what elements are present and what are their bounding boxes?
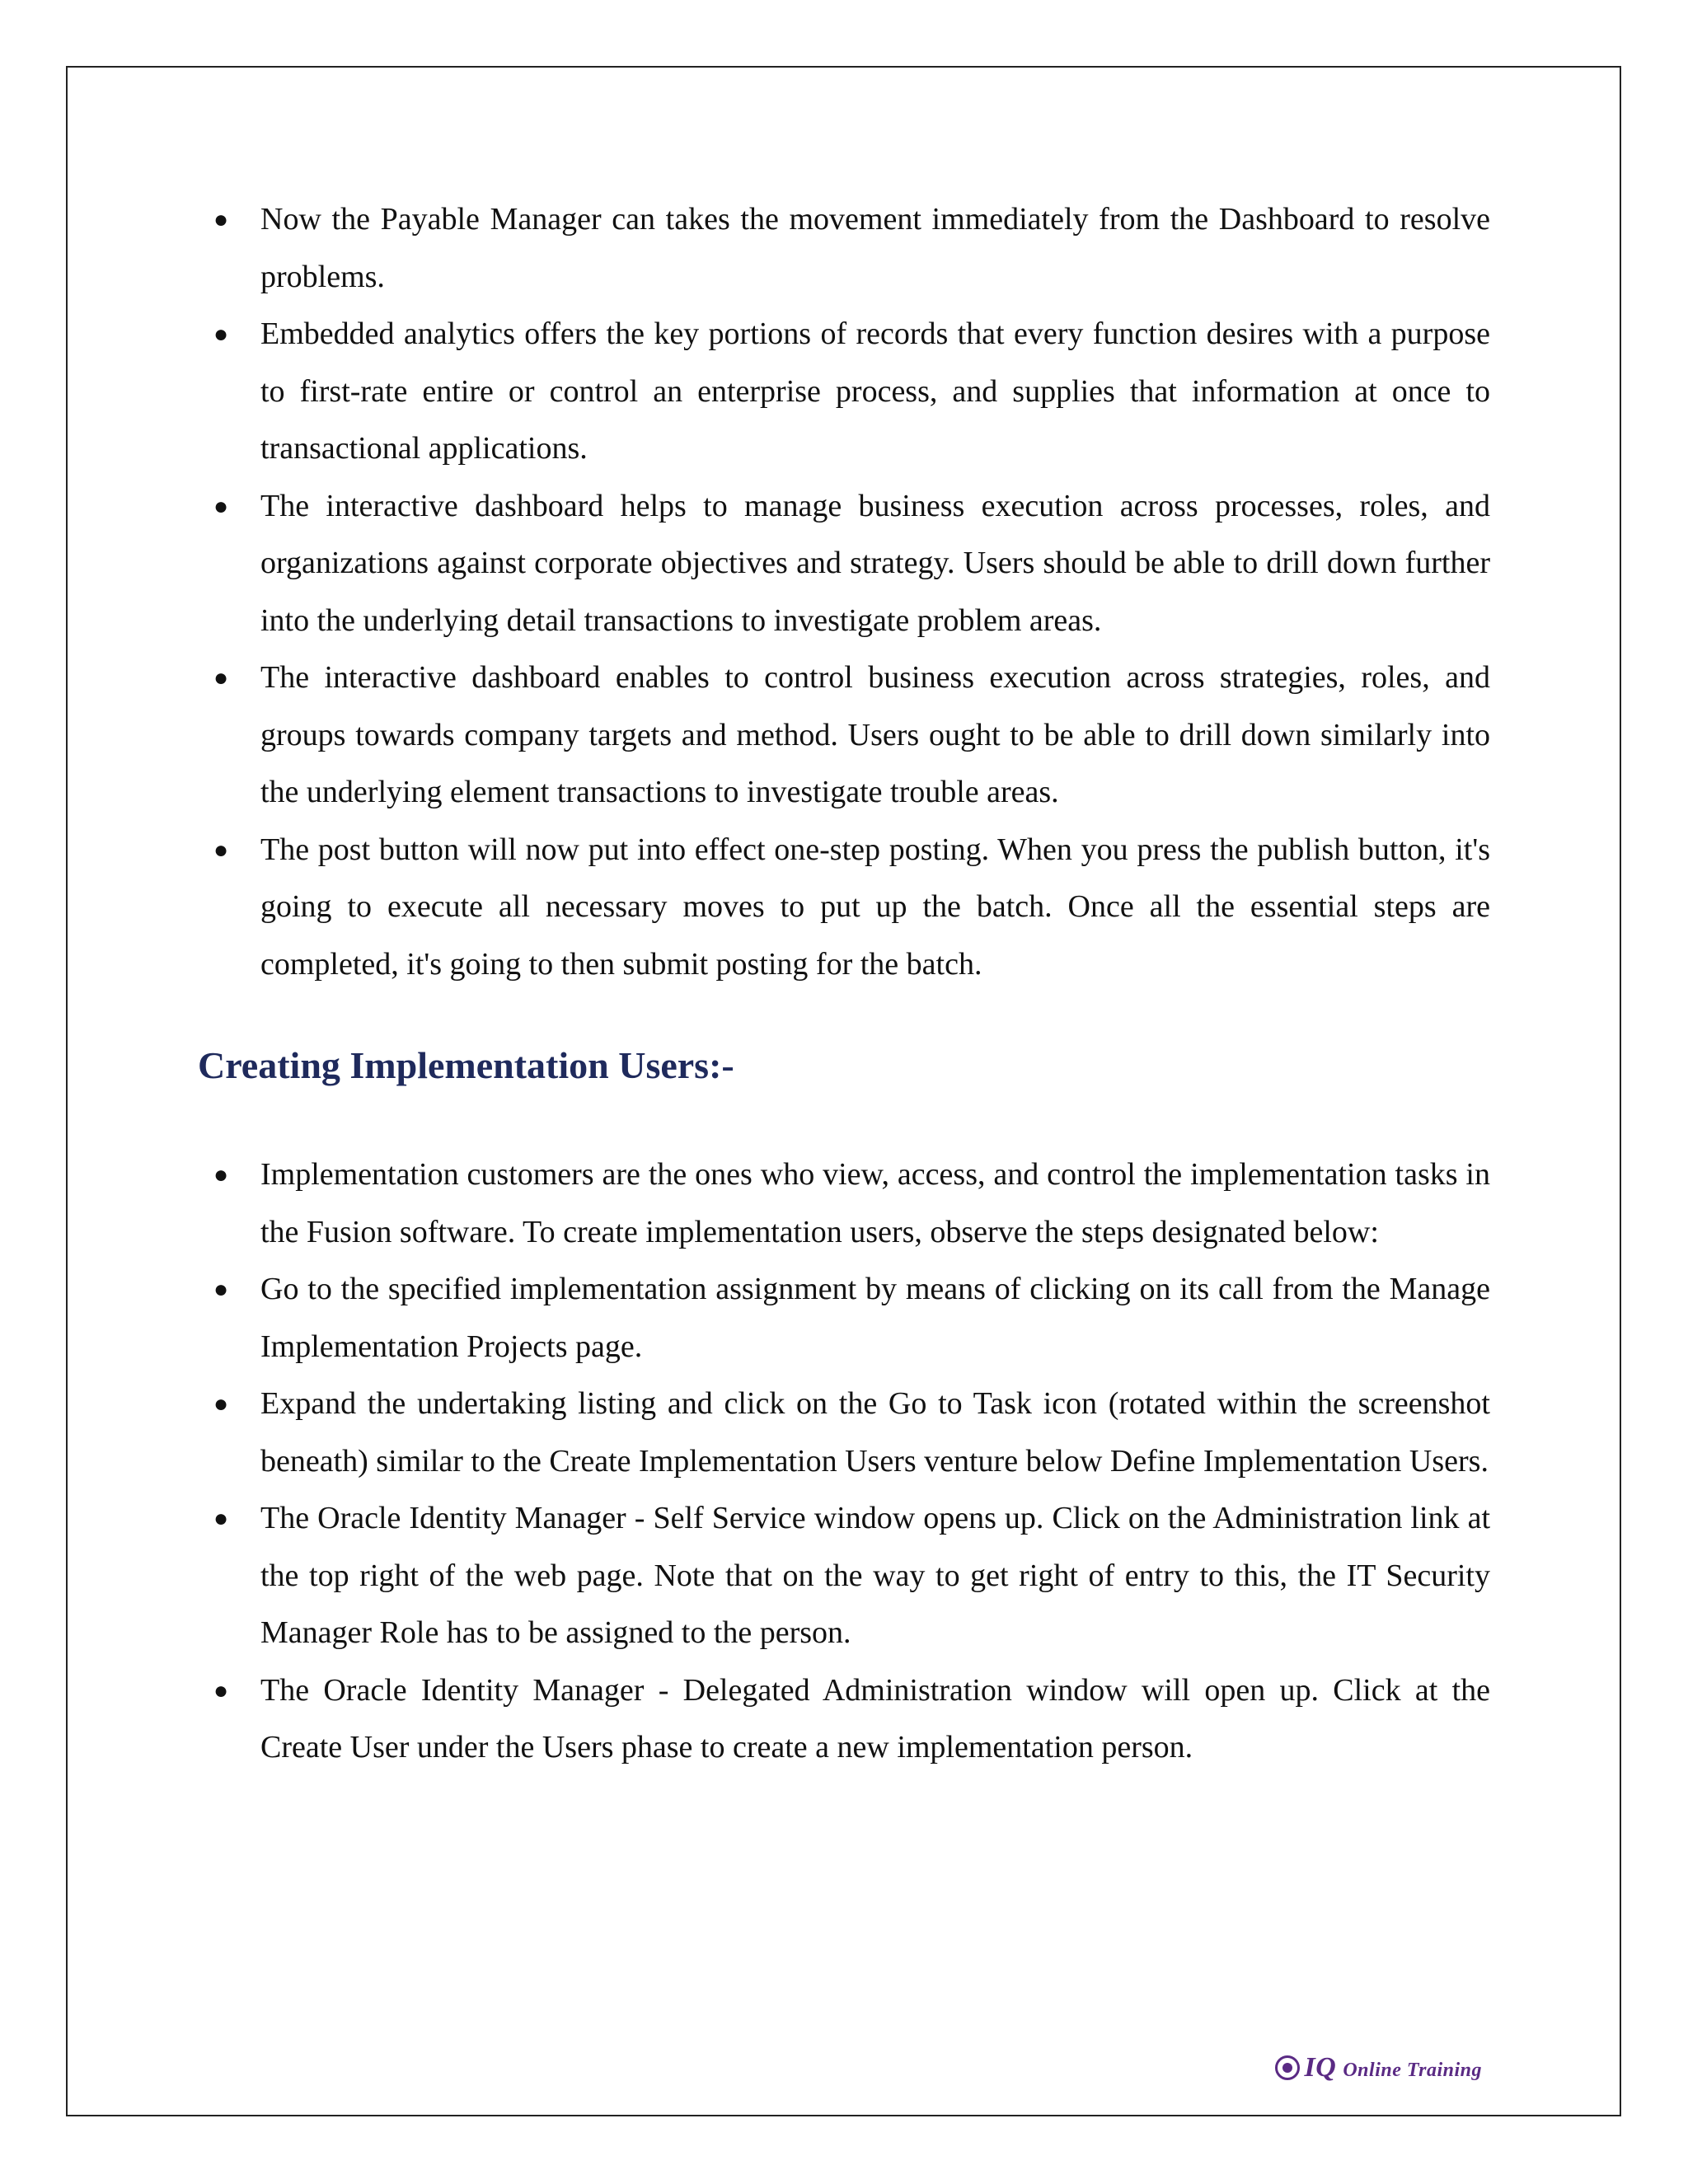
list-item-text: Now the Payable Manager can takes the movement immediately from the Dashboard to resolve problems. [260,202,1490,294]
iq-logo-icon [1275,2055,1300,2080]
section-bullet-list [198,1146,1490,1777]
list-item [198,1376,1490,1490]
list-item-text: Implementation customers are the ones who view, access, and control the implementation tasks in the Fusion software. To create implementation users, observe the steps designated below: [260,1157,1490,1249]
list-item-text: Embedded analytics offers the key portions of records that every function desires with a purpose to first-rate entire or control an enterprise process, and supplies that information at once to transactional applications. [260,316,1490,466]
section-heading: Creating Implementation Users:- [198,1044,734,1086]
list-item-text: The Oracle Identity Manager - Delegated Administration window will open up. Click at the Create User under the Users phase to create a new implementation person. [260,1672,1490,1765]
list-item [198,649,1490,822]
list-item-text: Go to the specified implementation assignment by means of clicking on its call from the Manage Implementation Projects page. [260,1272,1490,1364]
bullet-icon: ● [213,836,229,864]
bullet-icon: ● [213,1161,229,1188]
list-item [198,1261,1490,1376]
logo-text [1305,2052,1482,2083]
bullet-icon: ● [213,206,229,233]
list-item-text: The post button will now put into effect one-step posting. When you press the publish button, it's going to execute all necessary moves to put up the batch. Once all the essential steps are completed, it's going to then submit posting for the batch. [260,832,1490,982]
bullet-icon: ● [213,1276,229,1303]
logo-text-main: IQ [1304,2052,1337,2083]
document-body [198,191,1490,1777]
list-item [198,822,1490,994]
footer-logo [1275,2052,1482,2083]
intro-bullet-list [198,191,1490,993]
list-item-text: The Oracle Identity Manager - Self Service window opens up. Click on the Administration link at the top right of the web page. Note that on the way to get right of entry to this, the IT Security Manager Role has to be assigned to the person. [260,1501,1490,1650]
list-item-text: Expand the undertaking listing and click on the Go to Task icon (rotated within the screenshot beneath) similar to the Create Implementation Users venture below Define Implementation Users. [260,1386,1490,1479]
bullet-icon: ● [213,1676,229,1704]
list-item [198,1146,1490,1261]
bullet-icon: ● [213,1390,229,1418]
list-item-text: The interactive dashboard helps to manage business execution across processes, roles, and organizations against corporate objectives and strategy. Users should be able to drill down further into the underlying detail transactions to investigate problem areas. [260,488,1490,638]
list-item [198,191,1490,306]
bullet-icon: ● [213,1505,229,1532]
logo-text-sub: Online Training [1343,2060,1482,2081]
list-item [198,306,1490,478]
list-item [198,1490,1490,1662]
bullet-icon: ● [213,321,229,348]
list-item-text: The interactive dashboard enables to control business execution across strategies, roles, and groups towards company targets and method. Users ought to be able to drill down similarly into the underlying element transactions to investigate trouble areas. [260,660,1490,809]
bullet-icon: ● [213,664,229,691]
bullet-icon: ● [213,492,229,520]
list-item [198,1662,1490,1777]
list-item [198,478,1490,650]
